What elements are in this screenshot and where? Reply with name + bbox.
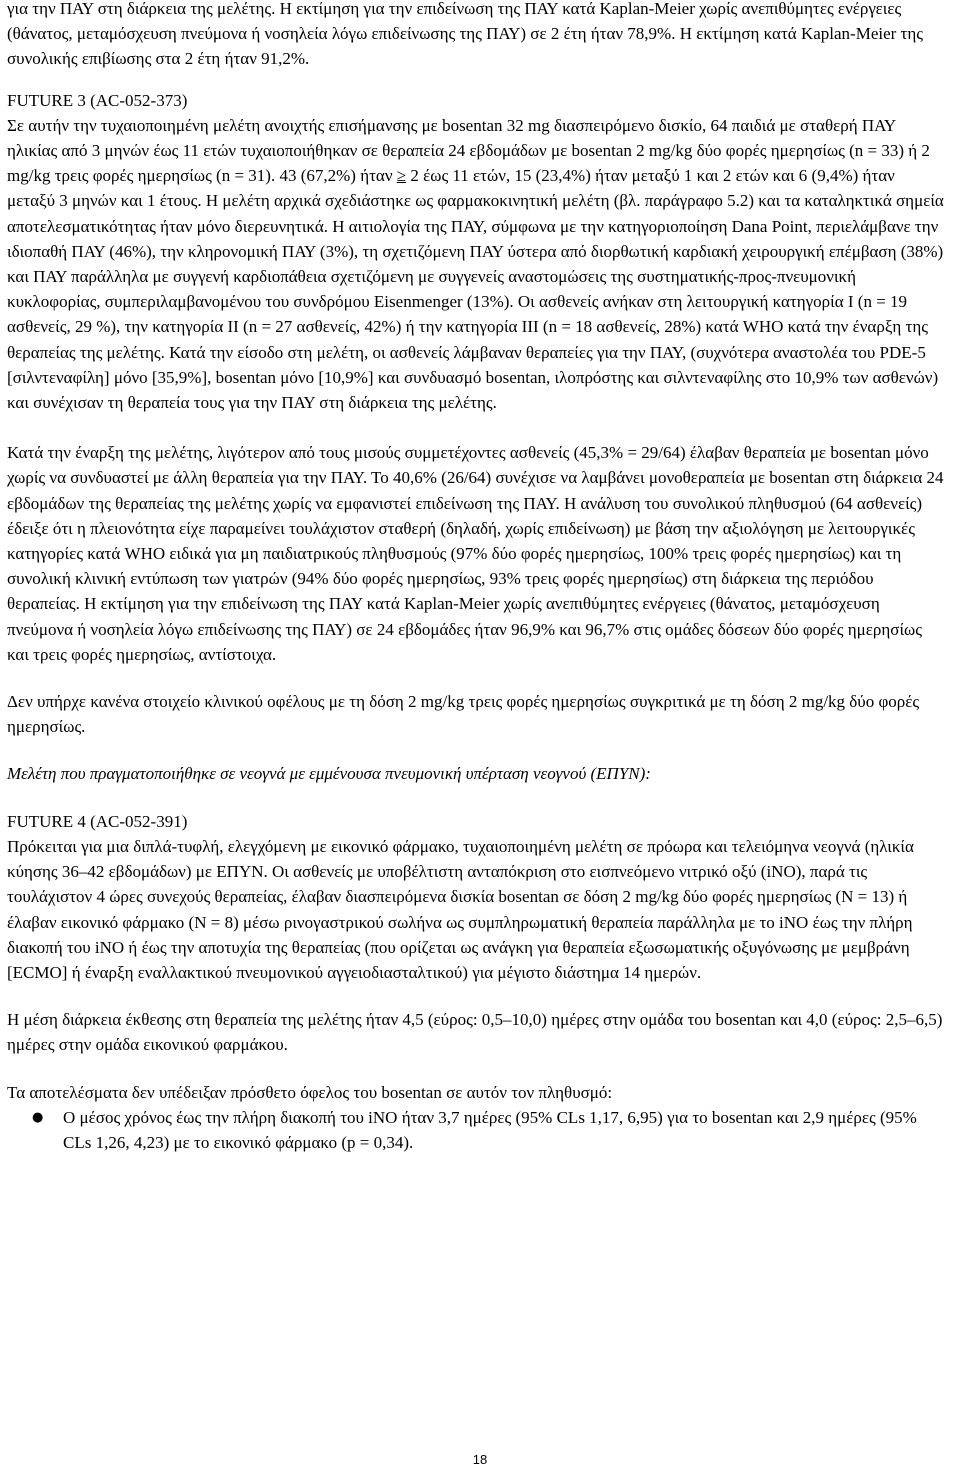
bullet-icon: ● <box>32 1109 44 1125</box>
future4-heading: FUTURE 4 (AC-052-391) <box>7 811 188 831</box>
results-list <box>7 1105 944 1155</box>
continued-paragraph: για την ΠΑΥ στη διάρκεια της μελέτης. Η εκτίμηση για την επιδείνωση της ΠΑΥ κατά Kaplan-Meier χωρίς ανεπιθύμητες ενέργειες (θάνατος, μεταμόσχευση πνεύμονα ή νοσηλεία λόγω επιδείνωσης της ΠΑΥ) σε 2 έτη ήταν 78,9%. Η εκτίμηση κατά Kaplan-Meier της συνολικής επιβίωσης στα 2 έτη ήταν 91,2%. <box>7 0 923 69</box>
baseline-paragraph: Κατά την έναρξη της μελέτης, λιγότερον από τους μισούς συμμετέχοντες ασθενείς (45,3% = 29/64) έλαβαν θεραπεία με bosentan μόνο χωρίς να συνδυαστεί με άλλη θεραπεία για την ΠΑΥ. Το 40,6% (26/64) συνέχισε να λαμβάνει μονοθεραπεία με bosentan στη διάρκεια 24 εβδομάδων της θεραπείας της μελέτης χωρίς να εμφανιστεί επιδείνωση της ΠΑΥ. Η ανάλυση του συνολικού πληθυσμού (64 ασθενείς) έδειξε ότι η πλειονότητα είχε παραμείνει τουλάχιστον σταθερή (δηλαδή, χωρίς επιδείνωση) με βάση την αξιολόγηση με λειτουργικές κατηγορίες κατά WHO ειδικά για μη παιδιατρικούς πληθυσμούς (97% δύο φορές ημερησίως, 100% τρεις φορές ημερησίως) και τη συνολική κλινική εντύπωση των γιατρών (94% δύο φορές ημερησίως, 93% τρεις φορές ημερησίως) στη διάρκεια της περιόδου θεραπείας. Η εκτίμηση για την επιδείνωση της ΠΑΥ κατά Kaplan-Meier χωρίς ανεπιθύμητες ενέργειες (θάνατος, μεταμόσχευση πνεύμονα ή νοσηλεία λόγω επιδείνωσης της ΠΑΥ) σε 24 εβδομάδες ήταν 96,9% και 96,7% στις ομάδες δόσεων δύο φορές ημερησίως και τρεις φορές ημερησίως, αντίστοιχα. <box>7 443 944 664</box>
page-number: 18 <box>472 1452 488 1467</box>
future3-text-a: Σε αυτήν την τυχαιοποιημένη μελέτη ανοιχτής επισήμανσης με bosentan 32 mg διασπειρόμενο δισκίο, 64 παιδιά με σταθερή ΠΑΥ ηλικίας από 3 μηνών έως 11 ετών τυχαιοποιήθηκαν σε θεραπεία 24 εβδομάδων με bosentan 2 mg/kg δύο φορές ημερησίως (n = 33) ή 2 mg/kg τρεις φορές ημερησίως (n = 31). 43 (67,2%) ήταν <box>7 115 930 186</box>
exposure-paragraph: Η μέση διάρκεια έκθεσης στη θεραπεία της μελέτης ήταν 4,5 (εύρος: 0,5–10,0) ημέρες στην ομάδα του bosentan και 4,0 (εύρος: 2,5–6,5) ημέρες στην ομάδα εικονικού φαρμάκου. <box>7 1010 943 1055</box>
future3-text-b: 2 έως 11 ετών, 15 (23,4%) ήταν μεταξύ 1 και 2 ετών και 6 (9,4%) ήταν μεταξύ 3 μηνών και 1 έτους. Η μελέτη αρχικά σχεδιάστηκε ως φαρμακοκινητική μελέτη (βλ. παράγραφο 5.2) και τα καταληκτικά σημεία αποτελεσματικότητας ήταν μόνο διερευνητικά. Η αιτιολογία της ΠΑΥ, σύμφωνα με την κατηγοριοποίηση Dana Point, περιελάμβανε την ιδιοπαθή ΠΑΥ (46%), την κληρονομική ΠΑΥ (3%), τη σχετιζόμενη ΠΑΥ ύστερα από διορθωτική καρδιακή χειρουργική επέμβαση (38%) και ΠΑΥ παράλληλα με συγγενή καρδιοπάθεια σχετιζόμενη με συγγενείς αναστομώσεις της συστηματικής-προς-πνευμονική κυκλοφορίας, συμπεριλαμβανομένου του συνδρόμου Eisenmenger (13%). Οι ασθενείς ανήκαν στη λειτουργική κατηγορία I (n = 19 ασθενείς, 29 %), την κατηγορία II (n = 27 ασθενείς, 42%) ή την κατηγορία III (n = 18 ασθενείς, 28%) κατά WHO κατά την έναρξη της θεραπείας της μελέτης. Κατά την είσοδο στη μελέτη, οι ασθενείς λάμβαναν θεραπείες για την ΠΑΥ, (συχνότερα αναστολέα του PDE-5 [σιλντεναφίλη] μόνο [35,9%], bosentan μόνο [10,9%] και συνδυασμό bosentan, ιλοπρόστης και σιλντεναφίλης στο 10,9% των ασθενών) και συνέχισαν τη θεραπεία τους για την ΠΑΥ στη διάρκεια της μελέτης. <box>7 166 944 413</box>
future3-paragraph <box>7 113 944 415</box>
results-intro: Τα αποτελέσματα δεν υπέδειξαν πρόσθετο όφελος του bosentan σε αυτόν τον πληθυσμό: <box>7 1082 613 1102</box>
neonates-subheading: Μελέτη που πραγματοποιήθηκε σε νεογνά με εμμένουσα πνευμονική υπέρταση νεογνού (ΕΠΥΝ): <box>7 764 651 784</box>
list-item <box>7 1105 944 1155</box>
greater-equal-symbol: ≥ <box>396 166 407 186</box>
no-benefit-paragraph: Δεν υπήρχε κανένα στοιχείο κλινικού οφέλους με τη δόση 2 mg/kg τρεις φορές ημερησίως συγκριτικά με τη δόση 2 mg/kg δύο φορές ημερησίως. <box>7 692 920 737</box>
future3-heading: FUTURE 3 (AC-052-373) <box>7 90 188 110</box>
future4-paragraph: Πρόκειται για μια διπλά-τυφλή, ελεγχόμενη με εικονικό φάρμακο, τυχαιοποιημένη μελέτη σε πρόωρα και τελειόμηνα νεογνά (ηλικία κύησης 36–42 εβδομάδων) με ΕΠΥΝ. Οι ασθενείς με υποβέλτιστη ανταπόκριση στο εισπνεόμενο νιτρικό οξύ (iNO), παρά τις τουλάχιστον 4 ώρες συνεχούς θεραπείας, έλαβαν διασπειρόμενα δισκία bosentan σε δόση 2 mg/kg δύο φορές ημερησίως (N = 13) ή έλαβαν εικονικό φάρμακο (N = 8) μέσω ρινογαστρικού σωλήνα ως συμπληρωματική θεραπεία παράλληλα με το iNO έως την πλήρη διακοπή του iNO ή έως την αποτυχία της θεραπείας (που ορίζεται ως ανάγκη για θεραπεία εξωσωματικής οξυγόνωσης με μεμβράνη [ECMO] ή έναρξη εναλλακτικού πνευμονικού αγγειοδιασταλτικού) για μέγιστο διάστημα 14 ημερών. <box>7 836 914 982</box>
list-item-text: Ο μέσος χρόνος έως την πλήρη διακοπή του iNO ήταν 3,7 ημέρες (95% CLs 1,17, 6,95) για το bosentan και 2,9 ημέρες (95% CLs 1,26, 4,23) με το εικονικό φάρμακο (p = 0,34). <box>63 1107 917 1152</box>
